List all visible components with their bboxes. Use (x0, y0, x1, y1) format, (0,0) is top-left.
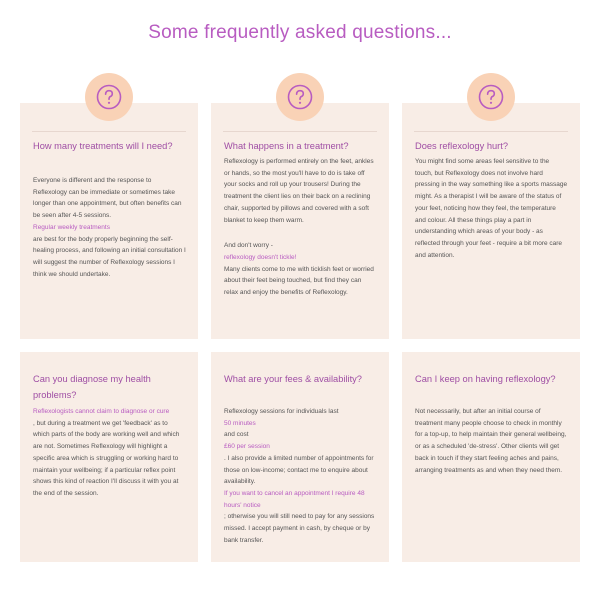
answer-text: Not necessarily, but after an initial course of treatment many people choose to check in monthly for a top-up, to help maintain their general wellbeing, or as a scheduled 'de-stress'. Other clients will get back in touch if they start feeling aches and pains, arranging treatments as and when they need them. (415, 408, 567, 474)
question-circle-icon (276, 73, 324, 121)
question-circle-icon (85, 73, 133, 121)
faq-card-what-happens (211, 103, 389, 339)
question-circle-icon (467, 73, 515, 121)
card-divider (414, 131, 568, 132)
answer-highlight: Regular weekly treatments (33, 223, 110, 231)
card-divider (32, 131, 186, 132)
answer-highlight: £60 per session (224, 443, 270, 451)
card-divider (223, 131, 377, 132)
faq-card-treatments (20, 103, 198, 339)
faq-card-hurt (402, 103, 580, 339)
answer-highlight: reflexology doesn't tickle! (224, 253, 297, 261)
page-title: Some frequently asked questions... (148, 22, 452, 43)
faq-question: Can you diagnose my health problems? (33, 374, 151, 400)
answer-text: are best for the body properly beginning the self-healing process, and following an initial consultation I will suggest the number of Reflexology sessions I think we should undertake. (33, 235, 186, 278)
faq-answer (33, 175, 186, 280)
answer-text: ; otherwise you will still need to pay for any sessions missed. I accept payment in cash, by cheque or by bank transfer. (224, 513, 375, 544)
answer-text: Reflexology is performed entirely on the feet, ankles or hands, so the most you'll have to do is take off your socks and roll up your trousers! During the treatment the client lies on their back on a reclining chair, supported by pillows and covered with a soft blanket to keep them warm. (224, 158, 374, 224)
answer-text: And don't worry - (224, 242, 273, 250)
answer-text: and cost (224, 431, 249, 439)
answer-text: Many clients come to me with ticklish feet or worried about their feet being touched, but find they can relax and enjoy the benefits of Reflexology. (224, 265, 374, 297)
faq-question: Can I keep on having reflexology? (415, 374, 556, 384)
faq-card-diagnose (20, 352, 198, 562)
faq-card-fees (211, 352, 389, 562)
faq-card-keep-on (402, 352, 580, 562)
faq-answer (415, 406, 568, 476)
answer-text: , but during a treatment we get 'feedback' as to which parts of the body are working well and which are not. Sometimes Reflexology will highlight a specific area which is struggling or working hard to maintain your wellbeing; if a particular reflex point shows this kind of reaction I'll discuss it with you at the end of the session. (33, 419, 180, 497)
answer-text: You might find some areas feel sensitive to the touch, but Reflexology does not involve hard pressing in the way something like a sports massage might. As a therapist I will be aware of the status of your feet, noticing how they feel, the temperature and colour. All these things play a part in understanding which areas of your body - as reflected through your feet - require a bit more care and attention. (415, 158, 568, 259)
answer-text: . I also provide a limited number of appointments for those on low-income; contact me to enquire about availability. (224, 454, 374, 486)
paragraph-gap (224, 226, 377, 240)
answer-text: Reflexology sessions for individuals last (224, 408, 339, 415)
faq-answer (33, 406, 186, 500)
faq-question: What happens in a treatment? (224, 141, 349, 151)
answer-text: Everyone is different and the response to Reflexology can be immediate or sometimes take longer than one appointment, but often benefits can be seen after 4-5 sessions. (33, 177, 182, 220)
answer-highlight: Reflexologists cannot claim to diagnose or cure (33, 408, 170, 415)
faq-answer (224, 156, 377, 299)
answer-highlight: If you want to cancel an appointment I require 48 hours' notice (224, 489, 365, 509)
faq-answer (224, 406, 377, 546)
faq-answer (415, 156, 568, 261)
faq-question: What are your fees & availability? (224, 374, 362, 384)
faq-question: How many treatments will I need? (33, 141, 173, 151)
faq-question: Does reflexology hurt? (415, 141, 509, 151)
answer-highlight: 50 minutes (224, 419, 256, 427)
